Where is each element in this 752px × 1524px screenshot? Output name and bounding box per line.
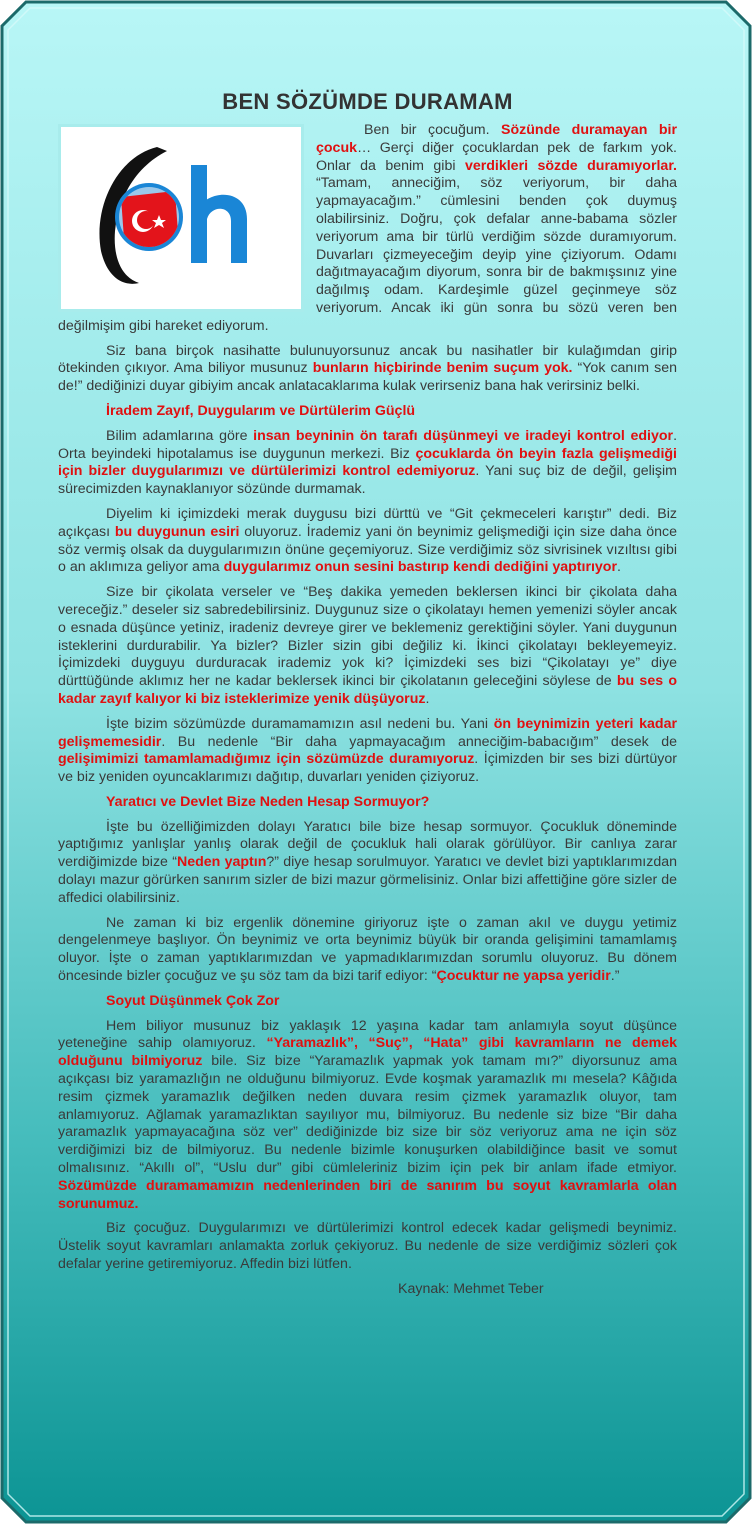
intro-paragraph-1: Ben bir çocuğum. Sözünde duramayan bir çocuk… Gerçi diğer çocuklardan pek de farkım yok. Onlar da benim gibi verdikleri sözde duramıyorlar. “Tamam, anneciğim, söz veriyorum, bir daha yapmayacağım.” cümlesini benden çok duymuş olabilirsiniz. Doğru, çok defalar anne-babama sözler veriyorum ama bir türlü verdiğim sözde duramıyorum. Duvarları çizmeyeceğim deyip yine çiziyorum. Odamı dağıtmayacağım diyorum, sonra bir de bakmışsınız yine dağılmış odam. Kardeşimle güzel geçinmeye söz veriyorum. Ancak iki gün sonra bu sözü veren ben değilmişim gibi hareket ediyorum. bbox=[58, 122, 677, 334]
intro-paragraph-2: Siz bana birçok nasihatte bulunuyorsunuz ancak bu nasihatler bir kulağımdan girip ötekinden çıkıyor. Ama biliyor musunuz bunların hiçbirinde benim suçum yok. “Yok canım sen de!” dediğinizi duyar gibiyim ancak anlatacaklarıma kulak verirseniz bana hak verirsiniz belki. bbox=[58, 342, 677, 395]
section2-paragraph-2: Ne zaman ki biz ergenlik dönemine giriyoruz işte o zaman akıl ve duygu yetimiz dengelenmeye başlıyor. Ön beynimiz ve orta beynimiz büyük bir oranda gelişimini tamamlamış oluyor. İşte o zaman yaptıklarımızdan ve yapmadıklarımızdan sorumlu oluyoruz. Bu dönem öncesinde bizler çocuğuz ve şu söz tam da bizi tarif ediyor: “Çocuktur ne yapsa yeridir.” bbox=[58, 914, 677, 985]
section1-paragraph-1: Bilim adamlarına göre insan beyninin ön tarafı düşünmeyi ve iradeyi kontrol ediyor. Orta beyindeki hipotalamus ise duygunun merkezi. Biz çocuklarda ön beyin fazla gelişmediği için bizler duygularımızı ve dürtülerimizi kontrol edemiyoruz. Yani suç biz de değil, gelişim sürecimizden kaynaklanıyor sözünde durmamak. bbox=[58, 427, 678, 498]
section1-paragraph-2: Diyelim ki içimizdeki merak duygusu bizi dürttü ve “Git çekmeceleri karıştır” dedi. Biz açıkçası bu duygunun esiri oluyoruz. İrademiz yani ön beynimiz gelişmediği için size daha önce söz vermiş olsak da duygularımızın önüne geçemiyoruz. Size verdiğimiz söz sivrisinek vızıltısı gibi o an aklımıza geliyor ama duygularımız onun sesini bastırıp kendi dediğini yaptırıyor. bbox=[58, 505, 677, 576]
logo-frame bbox=[58, 124, 304, 312]
section-heading-2: Yaratıcı ve Devlet Bize Neden Hesap Sormuyor? bbox=[106, 793, 430, 810]
section3-paragraph-1: Hem biliyor musunuz biz yaklaşık 12 yaşına kadar tam anlamıyla soyut düşünce yeteneğine sahip olamıyoruz. “Yaramazlık”, “Suç”, “Hata” gibi kavramların ne demek olduğunu bilmiyoruz bile. Siz bize “Yaramazlık yapmak yok tamam mı?” diyorsunuz ama açıkçası biz yaramazlığın ne olduğunu bilmiyoruz. Evde koşmak yaramazlık mı mesela? Kâğıda resim çizmek yaramazlık değilken neden duvara resim çizmek yaramazlık oluyor, tam anlamıyoruz. Ağlamak yaramazlıktan sayılıyor mu, bilmiyoruz. Bu nedenle siz bize “Bir daha yaramazlık yapmayacağına söz ver” dediğinizde biz size bir söz veriyoruz ama ne için söz verdiğimizi biz de bilmiyoruz. Bu nedenle bizimle konuşurken olabildiğince basit ve somut olmalısınız. “Akıllı ol”, “Uslu dur” gibi cümleleriniz bizim için pek bir anlam ifade etmiyor. Sözümüzde duramamamızın nedenlerinden biri de sanırım bu soyut kavramlarla olan sorunumuz. bbox=[58, 1017, 678, 1212]
page-title: BEN SÖZÜMDE DURAMAM bbox=[222, 89, 513, 114]
source-credit: Kaynak: Mehmet Teber bbox=[398, 1280, 544, 1297]
logo-oh-icon bbox=[87, 127, 275, 309]
section-heading-3: Soyut Düşünmek Çok Zor bbox=[106, 992, 280, 1009]
section1-paragraph-3: Size bir çikolata verseler ve “Beş dakika yemeden beklersen ikinci bir çikolata daha vereceğiz.” deseler siz sabredebilirsiniz. Duygunuz size o çikolatayı hemen yemenizi söyler ancak o esnada düşünce yetiniz, iradeniz devreye girer ve beklemeniz gerektiğini söyler. Yani duygunun isteklerini durdurabilir. Ya bizler? Bizler sizin gibi değiliz ki. İkinci çikolatayı bekleyemeyiz. İçimizdeki duyguyu durduracak irademiz yok ki? İçimizdeki ses bizi “Çikolatayı ye” diye dürttüğünde aklımız her ne kadar beklersek ikinci bir çikolatanın geleceğini söylese de bu ses o kadar zayıf kalıyor ki biz isteklerimize yenik düşüyoruz. bbox=[58, 584, 677, 707]
section3-paragraph-2: Biz çocuğuz. Duygularımızı ve dürtülerimizi kontrol edecek kadar gelişmedi beynimiz. Üstelik soyut kavramları anlamakta zorluk çekiyoruz. Bu nedenle de size verdiğimiz sözleri çok defalar yerine getiremiyoruz. Affedin bizi lütfen. bbox=[58, 1220, 677, 1273]
section-heading-1: İradem Zayıf, Duygularım ve Dürtülerim Güçlü bbox=[106, 402, 416, 419]
logo bbox=[87, 127, 275, 309]
section2-paragraph-1: İşte bu özelliğimizden dolayı Yaratıcı bile bize hesap sormuyor. Çocukluk döneminde yaptığımız yanlışlar yanlış olarak değil de çocukluk hali olarak görülüyor. Bir canlıya zarar verdiğimizde bize “Neden yaptın?” diye hesap sorulmuyor. Yaratıcı ve devlet bizi yaptıklarımızdan dolayı mazur görürken sanırım sizler de bizi mazur görmelisiniz. Onlar bizi affettiğine göre sizler de affedici olabilirsiniz. bbox=[58, 818, 677, 906]
section1-paragraph-4: İşte bizim sözümüzde duramamamızın asıl nedeni bu. Yani ön beynimizin yeteri kadar gelişmemesidir. Bu nedenle “Bir daha yapmayacağım anneciğim-babacığım” desek de gelişimimizi tamamlamadığımız için sözümüzde duramıyoruz. İçimizden bir ses bizi dürtüyor ve biz yeniden oyuncaklarımızı dağıtıp, duvarları yeniden çiziyoruz. bbox=[58, 715, 677, 786]
article bbox=[58, 88, 677, 1306]
